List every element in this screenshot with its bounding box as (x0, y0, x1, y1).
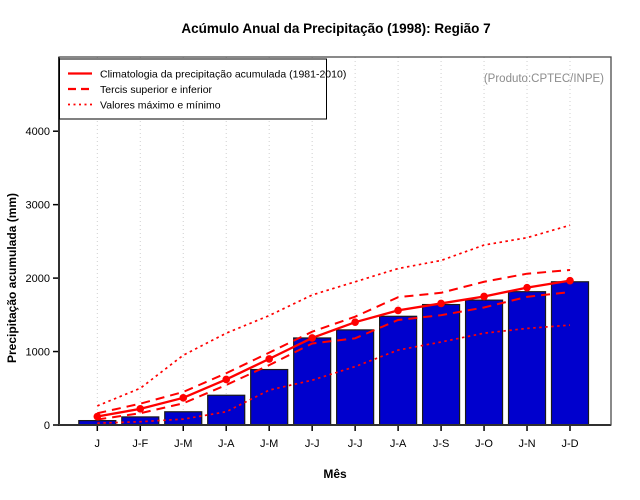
x-tick-label: J-M (260, 438, 279, 450)
climatology-point (523, 284, 531, 292)
x-tick-label: J-J (347, 438, 363, 450)
bar-J-A (208, 395, 245, 425)
y-tick-label: 2000 (25, 273, 50, 286)
bar-J-D (552, 282, 589, 425)
x-tick-label: J-D (561, 438, 579, 450)
y-tick-label: 0 (43, 420, 50, 432)
x-tick-label: J-M (174, 438, 193, 450)
source-note: (Produto:CPTEC/INPE) (483, 73, 604, 85)
legend-item-label: Tercis superior e inferior (100, 84, 213, 96)
x-tick-label: J-A (217, 438, 235, 450)
climatology-point (394, 307, 402, 315)
climatology-point (437, 300, 445, 308)
bar-J-S (423, 305, 460, 425)
bar-J-J (337, 330, 374, 425)
climatology-point (308, 334, 316, 342)
x-tick-label: J-A (389, 438, 407, 450)
x-tick-label: J-S (432, 438, 450, 450)
climatology-point (179, 394, 187, 402)
bar-J-O (466, 300, 503, 425)
legend-item-label: Climatologia da precipitação acumulada (1981-2010) (100, 68, 347, 81)
x-axis-title: Mês (323, 467, 347, 481)
legend (60, 59, 347, 119)
y-axis-title: Precipitação acumulada (mm) (5, 192, 19, 364)
climatology-point (136, 405, 144, 413)
bar-J-A (380, 316, 417, 425)
x-tick-label: J-O (475, 438, 493, 450)
x-tick-label: J (94, 438, 101, 450)
climatology-point (480, 293, 488, 301)
x-tick-label: J-J (304, 438, 320, 450)
climatology-point (265, 355, 273, 363)
bar-J-N (509, 292, 546, 425)
y-tick-label: 1000 (25, 346, 50, 359)
bars-group (79, 282, 589, 425)
legend-item-label: Valores máximo e mínimo (100, 99, 221, 112)
chart-title: Acúmulo Anual da Precipitação (1998): Região 7 (181, 21, 491, 36)
x-tick-label: J-F (132, 438, 149, 450)
legend-item-climatology (68, 69, 346, 81)
x-tick-label: J-N (518, 438, 536, 450)
y-tick-label: 3000 (25, 199, 50, 212)
climatology-point (566, 277, 574, 285)
climatology-point (351, 318, 359, 326)
y-tick-label: 4000 (25, 126, 50, 139)
climatology-point (222, 376, 230, 384)
